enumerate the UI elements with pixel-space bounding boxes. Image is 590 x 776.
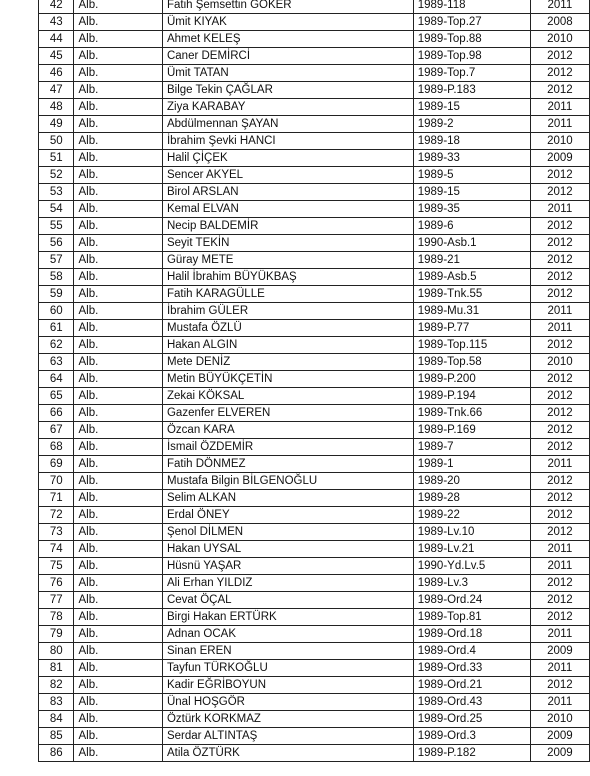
table-row xyxy=(39,218,590,235)
course-cell: 1989-33 xyxy=(413,150,530,167)
row-number-cell: 57 xyxy=(39,252,74,269)
year-cell: 2012 xyxy=(530,269,589,286)
year-cell: 2012 xyxy=(530,388,589,405)
table-row xyxy=(39,99,590,116)
year-cell: 2012 xyxy=(530,252,589,269)
year-cell: 2011 xyxy=(530,626,589,643)
row-number-cell: 66 xyxy=(39,405,74,422)
row-number-cell: 81 xyxy=(39,660,74,677)
course-cell: 1989-22 xyxy=(413,507,530,524)
year-cell: 2011 xyxy=(530,456,589,473)
year-cell: 2008 xyxy=(530,14,589,31)
name-cell: İbrahim Şevki HANCI xyxy=(162,133,413,150)
row-number-cell: 86 xyxy=(39,745,74,762)
year-cell: 2012 xyxy=(530,65,589,82)
year-cell: 2011 xyxy=(530,320,589,337)
table-row xyxy=(39,711,590,728)
rank-cell: Alb. xyxy=(74,490,163,507)
course-cell: 1989-Ord.43 xyxy=(413,694,530,711)
table-row xyxy=(39,252,590,269)
table-row xyxy=(39,660,590,677)
row-number-cell: 48 xyxy=(39,99,74,116)
name-cell: Halil ÇİÇEK xyxy=(162,150,413,167)
row-number-cell: 47 xyxy=(39,82,74,99)
row-number-cell: 63 xyxy=(39,354,74,371)
row-number-cell: 55 xyxy=(39,218,74,235)
table-row xyxy=(39,745,590,762)
row-number-cell: 65 xyxy=(39,388,74,405)
course-cell: 1989-Top.7 xyxy=(413,65,530,82)
name-cell: Erdal ÖNEY xyxy=(162,507,413,524)
rank-cell: Alb. xyxy=(74,524,163,541)
course-cell: 1989-Ord.3 xyxy=(413,728,530,745)
name-cell: Halil İbrahim BÜYÜKBAŞ xyxy=(162,269,413,286)
year-cell: 2011 xyxy=(530,0,589,14)
course-cell: 1989-Top.98 xyxy=(413,48,530,65)
row-number-cell: 82 xyxy=(39,677,74,694)
rank-cell: Alb. xyxy=(74,133,163,150)
rank-cell: Alb. xyxy=(74,388,163,405)
course-cell: 1989-2 xyxy=(413,116,530,133)
name-cell: Zekai KÖKSAL xyxy=(162,388,413,405)
name-cell: Kadir EĞRİBOYUN xyxy=(162,677,413,694)
course-cell: 1989-Tnk.66 xyxy=(413,405,530,422)
name-cell: Fatih DÖNMEZ xyxy=(162,456,413,473)
rank-cell: Alb. xyxy=(74,184,163,201)
table-row xyxy=(39,592,590,609)
row-number-cell: 60 xyxy=(39,303,74,320)
row-number-cell: 69 xyxy=(39,456,74,473)
course-cell: 1989-5 xyxy=(413,167,530,184)
rank-cell: Alb. xyxy=(74,694,163,711)
table-row xyxy=(39,609,590,626)
course-cell: 1989-P.200 xyxy=(413,371,530,388)
year-cell: 2012 xyxy=(530,422,589,439)
table-row xyxy=(39,116,590,133)
course-cell: 1990-Yd.Lv.5 xyxy=(413,558,530,575)
year-cell: 2012 xyxy=(530,473,589,490)
table-row xyxy=(39,82,590,99)
table-row xyxy=(39,303,590,320)
course-cell: 1989-P.182 xyxy=(413,745,530,762)
course-cell: 1989-Tnk.55 xyxy=(413,286,530,303)
year-cell: 2012 xyxy=(530,48,589,65)
table-row xyxy=(39,235,590,252)
rank-cell: Alb. xyxy=(74,456,163,473)
name-cell: Serdar ALTINTAŞ xyxy=(162,728,413,745)
course-cell: 1989-Top.27 xyxy=(413,14,530,31)
rank-cell: Alb. xyxy=(74,99,163,116)
row-number-cell: 77 xyxy=(39,592,74,609)
table-row xyxy=(39,473,590,490)
table-row xyxy=(39,439,590,456)
rank-cell: Alb. xyxy=(74,660,163,677)
row-number-cell: 76 xyxy=(39,575,74,592)
table-row xyxy=(39,184,590,201)
name-cell: Gazenfer ELVEREN xyxy=(162,405,413,422)
course-cell: 1989-Mu.31 xyxy=(413,303,530,320)
year-cell: 2011 xyxy=(530,558,589,575)
row-number-cell: 61 xyxy=(39,320,74,337)
name-cell: Necip BALDEMİR xyxy=(162,218,413,235)
name-cell: Mete DENİZ xyxy=(162,354,413,371)
row-number-cell: 54 xyxy=(39,201,74,218)
rank-cell: Alb. xyxy=(74,643,163,660)
name-cell: Hakan UYSAL xyxy=(162,541,413,558)
table-row xyxy=(39,558,590,575)
name-cell: Ahmet KELEŞ xyxy=(162,31,413,48)
rank-cell: Alb. xyxy=(74,354,163,371)
course-cell: 1989-20 xyxy=(413,473,530,490)
course-cell: 1989-7 xyxy=(413,439,530,456)
year-cell: 2012 xyxy=(530,371,589,388)
row-number-cell: 52 xyxy=(39,167,74,184)
rank-cell: Alb. xyxy=(74,65,163,82)
row-number-cell: 62 xyxy=(39,337,74,354)
year-cell: 2011 xyxy=(530,303,589,320)
table-row xyxy=(39,167,590,184)
table-row xyxy=(39,133,590,150)
course-cell: 1989-118 xyxy=(413,0,530,14)
row-number-cell: 58 xyxy=(39,269,74,286)
rank-cell: Alb. xyxy=(74,677,163,694)
rank-cell: Alb. xyxy=(74,609,163,626)
rank-cell: Alb. xyxy=(74,405,163,422)
name-cell: Tayfun TÜRKOĞLU xyxy=(162,660,413,677)
table-row xyxy=(39,575,590,592)
course-cell: 1989-Top.88 xyxy=(413,31,530,48)
year-cell: 2009 xyxy=(530,643,589,660)
table-row xyxy=(39,728,590,745)
row-number-cell: 42 xyxy=(39,0,74,14)
course-cell: 1989-28 xyxy=(413,490,530,507)
row-number-cell: 49 xyxy=(39,116,74,133)
year-cell: 2010 xyxy=(530,133,589,150)
course-cell: 1989-Ord.18 xyxy=(413,626,530,643)
table-row xyxy=(39,337,590,354)
year-cell: 2012 xyxy=(530,235,589,252)
year-cell: 2012 xyxy=(530,82,589,99)
row-number-cell: 50 xyxy=(39,133,74,150)
course-cell: 1989-Top.115 xyxy=(413,337,530,354)
year-cell: 2010 xyxy=(530,711,589,728)
row-number-cell: 53 xyxy=(39,184,74,201)
year-cell: 2012 xyxy=(530,575,589,592)
year-cell: 2011 xyxy=(530,694,589,711)
table-body xyxy=(39,0,590,762)
year-cell: 2012 xyxy=(530,439,589,456)
course-cell: 1989-Lv.3 xyxy=(413,575,530,592)
name-cell: Metin BÜYÜKÇETİN xyxy=(162,371,413,388)
rank-cell: Alb. xyxy=(74,235,163,252)
course-cell: 1989-Ord.24 xyxy=(413,592,530,609)
year-cell: 2012 xyxy=(530,286,589,303)
rank-cell: Alb. xyxy=(74,31,163,48)
name-cell: Fatih Şemsettin GÖKER xyxy=(162,0,413,14)
name-cell: İsmail ÖZDEMİR xyxy=(162,439,413,456)
name-cell: Caner DEMİRCİ xyxy=(162,48,413,65)
year-cell: 2012 xyxy=(530,218,589,235)
table-row xyxy=(39,48,590,65)
table-row xyxy=(39,541,590,558)
rank-cell: Alb. xyxy=(74,728,163,745)
name-cell: Atila ÖZTÜRK xyxy=(162,745,413,762)
name-cell: Birgi Hakan ERTÜRK xyxy=(162,609,413,626)
course-cell: 1989-Ord.4 xyxy=(413,643,530,660)
row-number-cell: 43 xyxy=(39,14,74,31)
name-cell: Ziya KARABAY xyxy=(162,99,413,116)
table-row xyxy=(39,507,590,524)
name-cell: Hakan ALGIN xyxy=(162,337,413,354)
rank-cell: Alb. xyxy=(74,269,163,286)
year-cell: 2012 xyxy=(530,337,589,354)
name-cell: Özcan KARA xyxy=(162,422,413,439)
course-cell: 1989-P.183 xyxy=(413,82,530,99)
course-cell: 1989-35 xyxy=(413,201,530,218)
row-number-cell: 59 xyxy=(39,286,74,303)
row-number-cell: 74 xyxy=(39,541,74,558)
course-cell: 1989-P.169 xyxy=(413,422,530,439)
table-row xyxy=(39,524,590,541)
year-cell: 2011 xyxy=(530,99,589,116)
course-cell: 1989-Lv.10 xyxy=(413,524,530,541)
course-cell: 1989-1 xyxy=(413,456,530,473)
rank-cell: Alb. xyxy=(74,48,163,65)
rank-cell: Alb. xyxy=(74,711,163,728)
personnel-table xyxy=(38,0,590,762)
name-cell: Ümit TATAN xyxy=(162,65,413,82)
rank-cell: Alb. xyxy=(74,116,163,133)
course-cell: 1989-Lv.21 xyxy=(413,541,530,558)
course-cell: 1989-15 xyxy=(413,99,530,116)
year-cell: 2012 xyxy=(530,405,589,422)
year-cell: 2011 xyxy=(530,116,589,133)
table-row xyxy=(39,65,590,82)
course-cell: 1989-18 xyxy=(413,133,530,150)
name-cell: Sinan EREN xyxy=(162,643,413,660)
rank-cell: Alb. xyxy=(74,167,163,184)
year-cell: 2012 xyxy=(530,184,589,201)
name-cell: Seyit TEKİN xyxy=(162,235,413,252)
rank-cell: Alb. xyxy=(74,0,163,14)
year-cell: 2010 xyxy=(530,31,589,48)
rank-cell: Alb. xyxy=(74,320,163,337)
row-number-cell: 84 xyxy=(39,711,74,728)
rank-cell: Alb. xyxy=(74,337,163,354)
course-cell: 1989-Top.58 xyxy=(413,354,530,371)
table-row xyxy=(39,490,590,507)
year-cell: 2010 xyxy=(530,354,589,371)
row-number-cell: 44 xyxy=(39,31,74,48)
table-row xyxy=(39,388,590,405)
rank-cell: Alb. xyxy=(74,745,163,762)
year-cell: 2012 xyxy=(530,677,589,694)
course-cell: 1989-P.77 xyxy=(413,320,530,337)
name-cell: Mustafa Bilgin BİLGENOĞLU xyxy=(162,473,413,490)
table-row xyxy=(39,677,590,694)
rank-cell: Alb. xyxy=(74,558,163,575)
name-cell: Güray METE xyxy=(162,252,413,269)
row-number-cell: 64 xyxy=(39,371,74,388)
year-cell: 2012 xyxy=(530,507,589,524)
name-cell: Sencer AKYEL xyxy=(162,167,413,184)
rank-cell: Alb. xyxy=(74,473,163,490)
course-cell: 1990-Asb.1 xyxy=(413,235,530,252)
name-cell: Ümit KIYAK xyxy=(162,14,413,31)
table-row xyxy=(39,201,590,218)
row-number-cell: 79 xyxy=(39,626,74,643)
name-cell: Bilge Tekin ÇAĞLAR xyxy=(162,82,413,99)
course-cell: 1989-21 xyxy=(413,252,530,269)
year-cell: 2009 xyxy=(530,150,589,167)
course-cell: 1989-Asb.5 xyxy=(413,269,530,286)
rank-cell: Alb. xyxy=(74,218,163,235)
row-number-cell: 75 xyxy=(39,558,74,575)
name-cell: Şenol DİLMEN xyxy=(162,524,413,541)
name-cell: Abdülmennan ŞAYAN xyxy=(162,116,413,133)
row-number-cell: 67 xyxy=(39,422,74,439)
table-row xyxy=(39,0,590,14)
table-row xyxy=(39,371,590,388)
year-cell: 2012 xyxy=(530,592,589,609)
row-number-cell: 70 xyxy=(39,473,74,490)
year-cell: 2009 xyxy=(530,745,589,762)
rank-cell: Alb. xyxy=(74,150,163,167)
table-row xyxy=(39,405,590,422)
table-row xyxy=(39,31,590,48)
year-cell: 2012 xyxy=(530,524,589,541)
row-number-cell: 68 xyxy=(39,439,74,456)
course-cell: 1989-P.194 xyxy=(413,388,530,405)
name-cell: Mustafa ÖZLÜ xyxy=(162,320,413,337)
name-cell: Kemal ELVAN xyxy=(162,201,413,218)
course-cell: 1989-Ord.33 xyxy=(413,660,530,677)
rank-cell: Alb. xyxy=(74,592,163,609)
name-cell: Hüsnü YAŞAR xyxy=(162,558,413,575)
year-cell: 2011 xyxy=(530,201,589,218)
table-row xyxy=(39,320,590,337)
rank-cell: Alb. xyxy=(74,575,163,592)
rank-cell: Alb. xyxy=(74,439,163,456)
row-number-cell: 46 xyxy=(39,65,74,82)
table-row xyxy=(39,626,590,643)
table-row xyxy=(39,643,590,660)
course-cell: 1989-Top.81 xyxy=(413,609,530,626)
rank-cell: Alb. xyxy=(74,541,163,558)
year-cell: 2009 xyxy=(530,728,589,745)
year-cell: 2011 xyxy=(530,660,589,677)
row-number-cell: 78 xyxy=(39,609,74,626)
row-number-cell: 51 xyxy=(39,150,74,167)
name-cell: Birol ARSLAN xyxy=(162,184,413,201)
row-number-cell: 80 xyxy=(39,643,74,660)
rank-cell: Alb. xyxy=(74,507,163,524)
table-row xyxy=(39,456,590,473)
table-row xyxy=(39,422,590,439)
row-number-cell: 71 xyxy=(39,490,74,507)
year-cell: 2012 xyxy=(530,167,589,184)
row-number-cell: 45 xyxy=(39,48,74,65)
table-row xyxy=(39,354,590,371)
year-cell: 2012 xyxy=(530,609,589,626)
row-number-cell: 56 xyxy=(39,235,74,252)
course-cell: 1989-6 xyxy=(413,218,530,235)
rank-cell: Alb. xyxy=(74,626,163,643)
row-number-cell: 85 xyxy=(39,728,74,745)
table-row xyxy=(39,14,590,31)
table-row xyxy=(39,694,590,711)
rank-cell: Alb. xyxy=(74,303,163,320)
year-cell: 2011 xyxy=(530,541,589,558)
rank-cell: Alb. xyxy=(74,371,163,388)
name-cell: Adnan OCAK xyxy=(162,626,413,643)
year-cell: 2012 xyxy=(530,490,589,507)
course-cell: 1989-15 xyxy=(413,184,530,201)
name-cell: Ali Erhan YILDIZ xyxy=(162,575,413,592)
table-row xyxy=(39,286,590,303)
course-cell: 1989-Ord.21 xyxy=(413,677,530,694)
course-cell: 1989-Ord.25 xyxy=(413,711,530,728)
name-cell: Öztürk KORKMAZ xyxy=(162,711,413,728)
row-number-cell: 73 xyxy=(39,524,74,541)
name-cell: İbrahim GÜLER xyxy=(162,303,413,320)
rank-cell: Alb. xyxy=(74,422,163,439)
row-number-cell: 72 xyxy=(39,507,74,524)
rank-cell: Alb. xyxy=(74,14,163,31)
rank-cell: Alb. xyxy=(74,286,163,303)
table-row xyxy=(39,269,590,286)
row-number-cell: 83 xyxy=(39,694,74,711)
name-cell: Fatih KARAGÜLLE xyxy=(162,286,413,303)
name-cell: Selim ALKAN xyxy=(162,490,413,507)
table-row xyxy=(39,150,590,167)
rank-cell: Alb. xyxy=(74,252,163,269)
rank-cell: Alb. xyxy=(74,201,163,218)
rank-cell: Alb. xyxy=(74,82,163,99)
name-cell: Ünal HOŞGÖR xyxy=(162,694,413,711)
name-cell: Cevat ÖÇAL xyxy=(162,592,413,609)
